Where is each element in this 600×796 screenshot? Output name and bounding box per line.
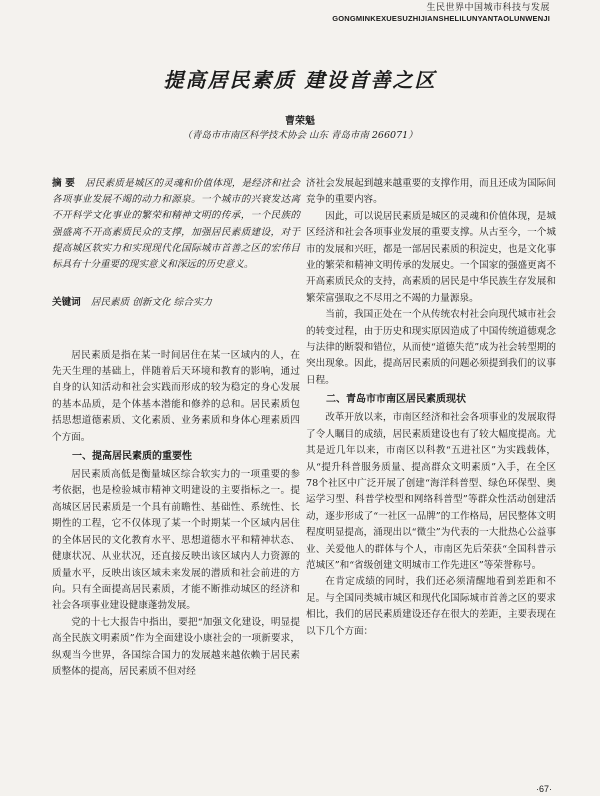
right-column bbox=[306, 176, 556, 640]
running-header bbox=[332, 2, 550, 24]
section-heading-1: 一、提高居民素质的重要性 bbox=[72, 451, 192, 463]
keywords-text: 居民素质 创新文化 综合实力 bbox=[90, 297, 213, 309]
page-number: ·67· bbox=[535, 784, 552, 794]
body-paragraph: 因此，可以说居民素质是城区的灵魂和价值体现，是城区经济和社会各项事业发展的重要支撑。从古至今，一个城市的发展和兴旺，都是一部居民素质的积淀史，也是文化事业的繁荣和精神文明传承的发展史。一个国家的强盛更离不开高素质民众的支持，高素质的居民是中华民族生存发展和繁荣富强取之不尽用之不竭的力量源泉。 bbox=[306, 210, 556, 304]
body-paragraph: 党的十七大报告中指出，要把“加强文化建设，明显提高全民族文明素质”作为全面建设小康社会的一项新要求，纵观当今世界，各国综合国力的发展越来越依赖于居民素质整体的提高，居民素质不但对经 bbox=[52, 616, 300, 677]
author-name: 曹荣魁 bbox=[285, 116, 315, 127]
body-paragraph: 在肯定成绩的同时，我们还必须清醒地看到差距和不足。与全国同类城市城区和现代化国际城市首善之区的要求相比，我们的居民素质建设还存在很大的差距，主要表现在以下几个方面： bbox=[306, 576, 556, 637]
abstract-label: 摘 要 bbox=[52, 178, 76, 189]
journal-name-en: GONGMINKEXUESUZHIJIANSHELILUNYANTAOLUNWENJI bbox=[332, 14, 550, 23]
spacer bbox=[52, 312, 300, 348]
section-heading-2: 二、青岛市市南区居民素质现状 bbox=[326, 394, 466, 406]
left-column bbox=[52, 176, 300, 680]
author-affiliation: （青岛市市南区科学技术协会 山东 青岛市南 266071） bbox=[182, 130, 418, 141]
abstract bbox=[52, 176, 300, 273]
body-paragraph: 当前，我国正处在一个从传统农村社会向现代城市社会的转变过程，由于历史和现实原因造成了中国传统道德观念与法律的断裂和错位，从而使“道德失范”成为社会转型期的突出现象。因此，提高居民素质的问题必须提到我们的议事日程。 bbox=[306, 309, 556, 386]
keywords bbox=[52, 295, 300, 311]
abstract-text: 居民素质是城区的灵魂和价值体现，是经济和社会各项事业发展不竭的动力和源泉。一个城市的兴衰发达离不开科学文化事业的繁荣和精神文明的传承，一个民族的强盛离不开高素质民众的支撑，加强居民素质建设，对于提高城区软实力和实现现代化国际城市首善之区的宏伟目标具有十分重要的现实意义和深远的历史意义。 bbox=[52, 178, 301, 271]
body-paragraph: 居民素质高低是衡量城区综合软实力的一项重要的参考依据，也是检验城市精神文明建设的主要指标之一。提高城区居民素质是一个具有前瞻性、基础性、系统性、长期性的工程，它不仅体现了某一个时期某一个区域内居住的全体居民的文化教育水平、思想道德水平和精神状态、健康状况、从业状况，还直接反映出该区域内人力资源的质量水平，反映出该区域未来发展的潜质和社会前进的方向。只有全面提高居民素质，才能不断推动城区的经济和社会各项事业建设健康蓬勃发展。 bbox=[52, 469, 300, 612]
journal-name-cn: 生民世界中国城市科技与发展 bbox=[426, 2, 550, 12]
body-paragraph: 改革开放以来，市南区经济和社会各项事业的发展取得了令人瞩目的成绩，居民素质建设也有了较大幅度提高。尤其是近几年以来，市南区以科教“五进社区”为实践载体，从“提升科普服务质量、提高群众文明素质”入手，在全区78个社区中广泛开展了创建“海洋科普型、绿色环保型、奥运学习型、科普学校型和网络科普型”等群众性活动创建活动，逐步形成了“一社区一品牌”的工作格局，居民整体文明程度明显提高，涌现出以“微尘”为代表的一大批热心公益事业、关爱他人的群体与个人，市南区先后荣获“全国科普示范城区”和“省级创建文明城市工作先进区”等荣誉称号。 bbox=[306, 412, 556, 571]
article-title: 提高居民素质 建设首善之区 bbox=[163, 68, 437, 92]
body-paragraph: 济社会发展起到越来越重要的支撑作用，而且还成为国际间竞争的重要内容。 bbox=[306, 178, 556, 206]
body-paragraph: 居民素质是指在某一时间居住在某一区域内的人，在先天生理的基础上，伴随着后天环境和教育的影响，通过自身的认知活动和社会实践而形成的较为稳定的身心发展的基本品质，是个体基本潜能和修养的总和。居民素质包括思想道德素质、文化素质、业务素质和身体心理素质四个方面。 bbox=[52, 349, 300, 443]
keywords-label: 关键词 bbox=[52, 297, 81, 309]
